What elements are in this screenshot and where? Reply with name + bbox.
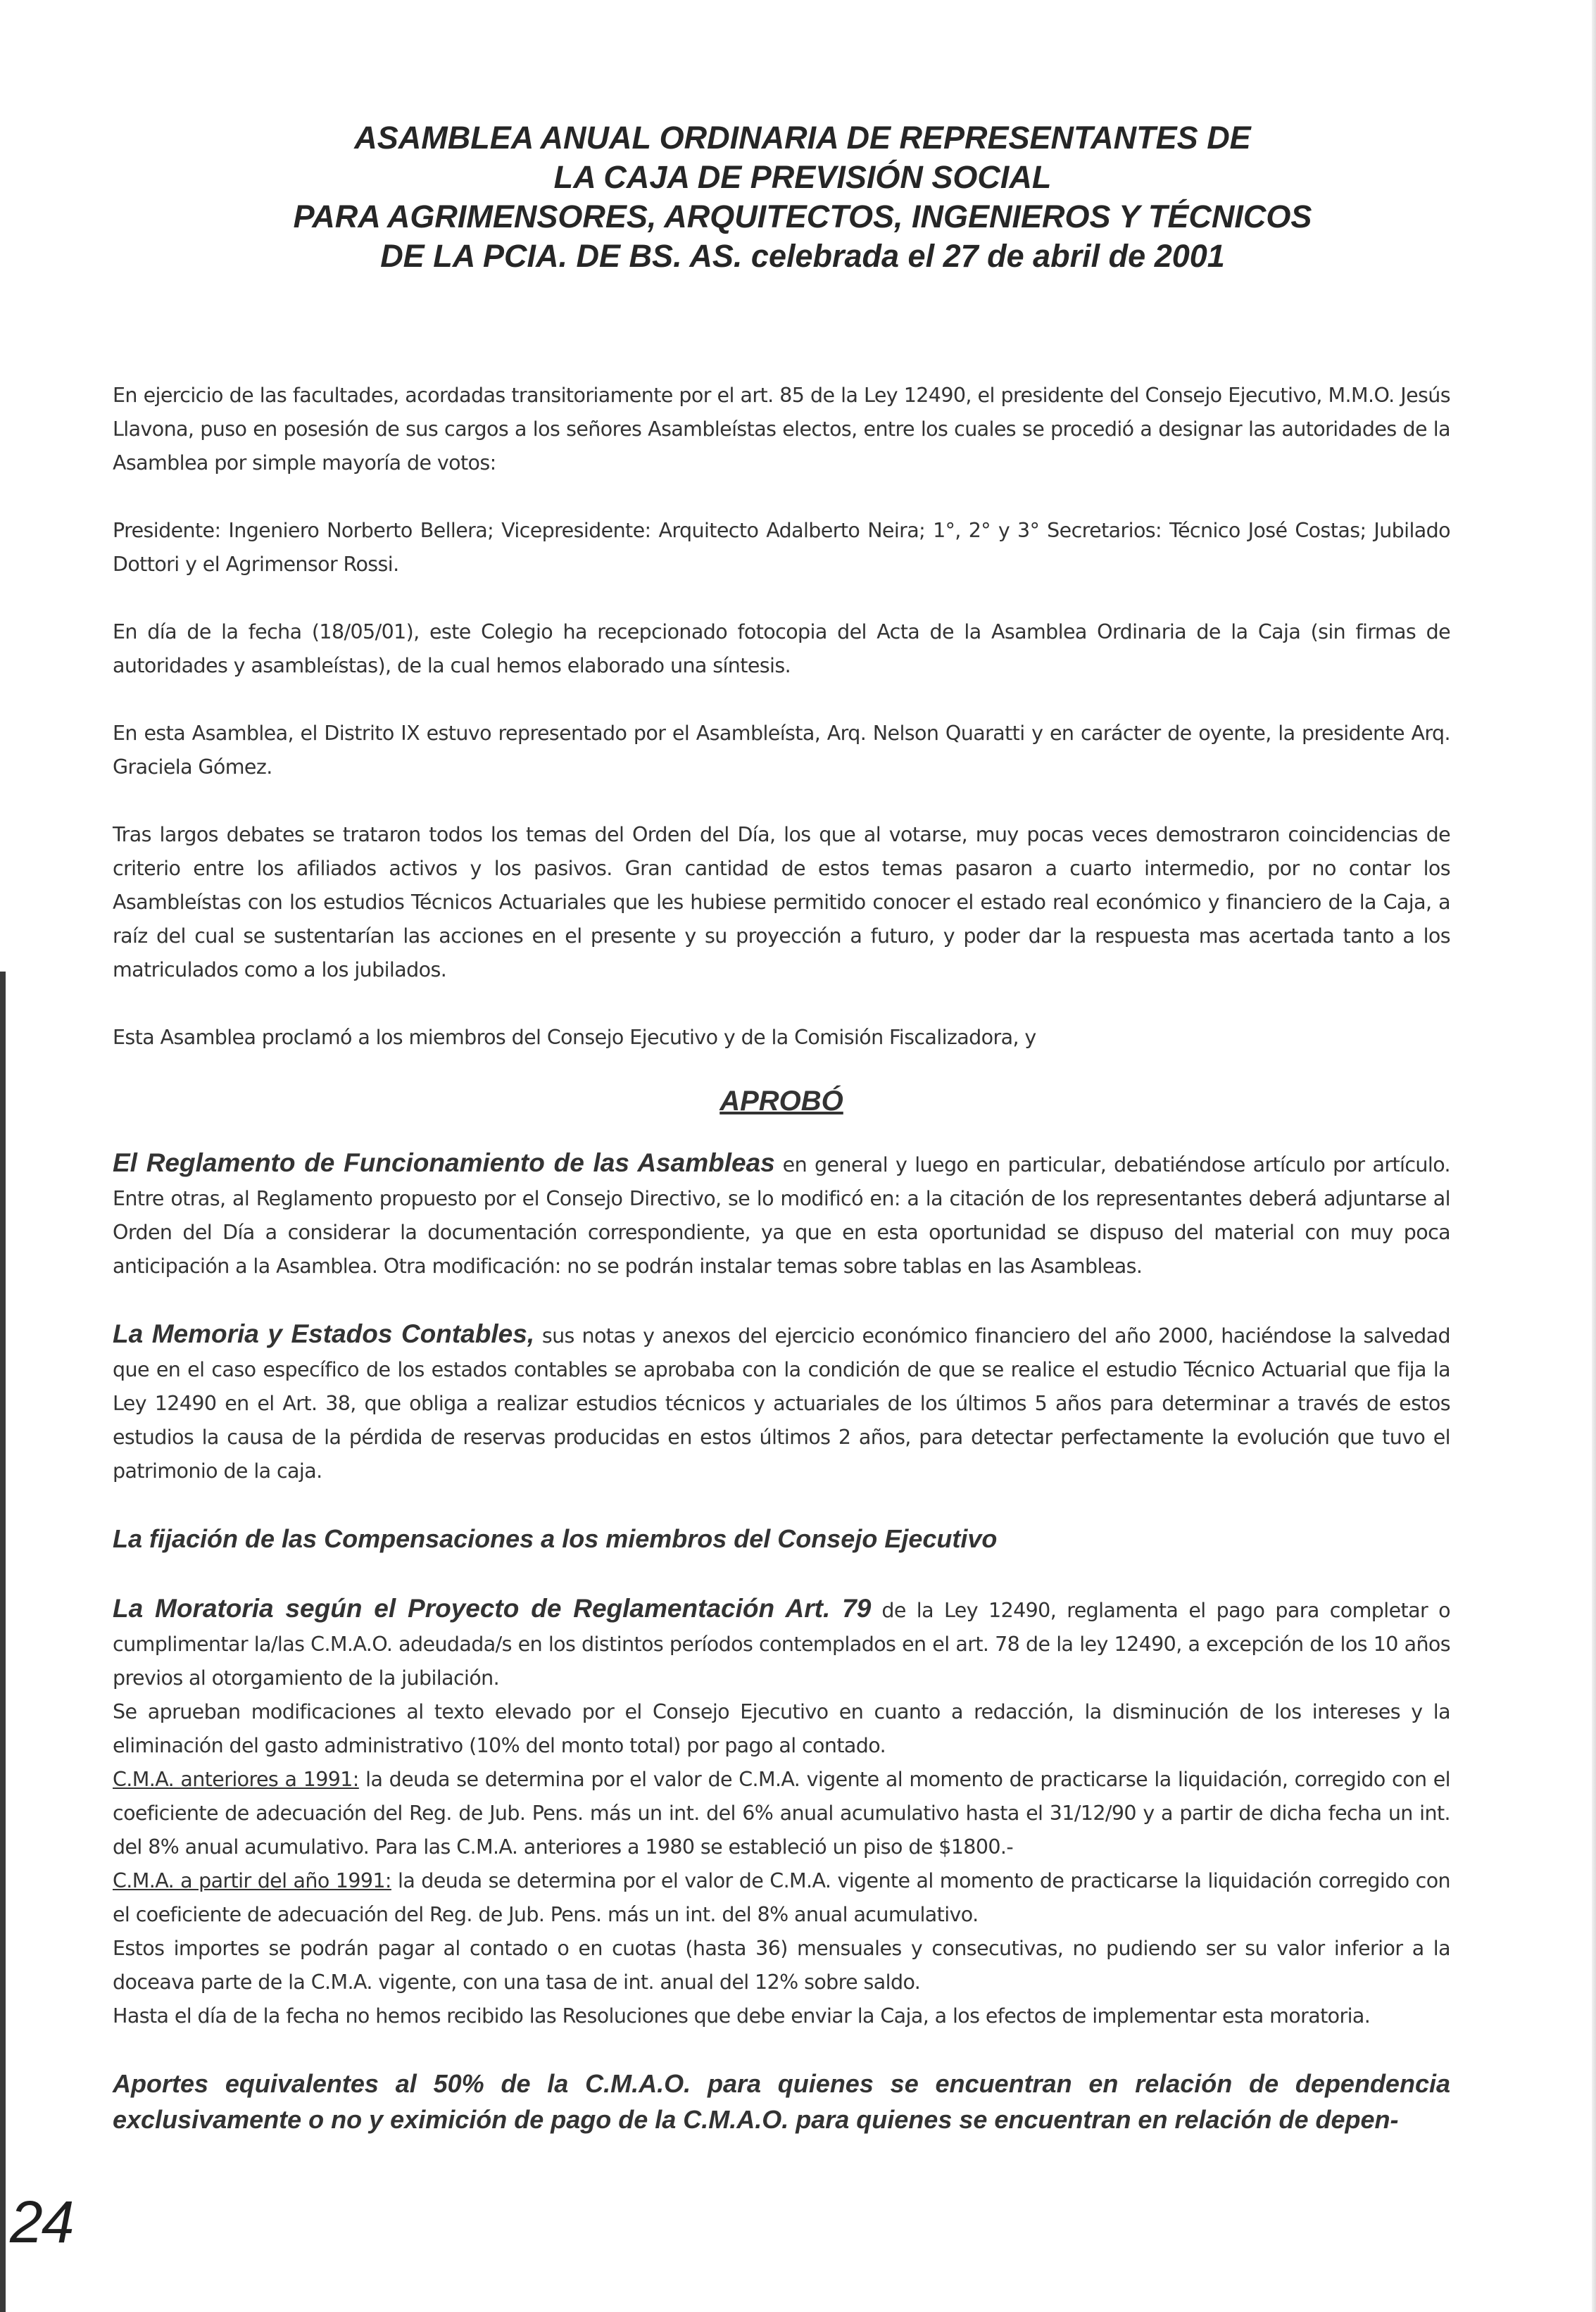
scan-edge-bar <box>0 972 6 2312</box>
moratoria-before-1991-text: la deuda se determina por el valor de C.M.A. vigente al momento de practicarse la liquidación, corregido con el coeficiente de adecuación del Reg. de Jub. Pens. más un int. del 6% anual acumulativo hasta el 31/12/90 y a partir de dicha fecha un int. del 8% anual acumulativo. Para las C.M.A. anteriores a 1980 se estableció un piso de $1800.- <box>113 1768 1450 1859</box>
item-memoria-text: sus notas y anexos del ejercicio económico financiero del año 2000, haciéndose la salvedad que en el caso específico de los estados contables se aprobaba con la condición de que se realice el estudio Técnico Actuarial que fija la Ley 12490 en el Art. 38, que obliga a realizar estudios técnicos y actuariales de los últimos 5 años para determinar a través de estos estudios la causa de la pérdida de reservas producidas en estos últimos 2 años, para detectar perfectamente la evolución que tuvo el patrimonio de la caja. <box>113 1324 1450 1483</box>
title-line-1: ASAMBLEA ANUAL ORDINARIA DE REPRESENTANTES DE <box>354 120 1251 156</box>
document-title <box>211 118 1394 276</box>
item-compensaciones-lead: La fijación de las Compensaciones a los miembros del Consejo Ejecutivo <box>113 1524 998 1553</box>
item-reglamento-lead: El Reglamento de Funcionamiento de las Asambleas <box>113 1148 775 1177</box>
paragraph-authorities: En ejercicio de las facultades, acordadas transitoriamente por el art. 85 de la Ley 12490, el presidente del Consejo Ejecutivo, M.M.O. Jesús Llavona, puso en posesión de sus cargos a los señores Asambleístas electos, entre los cuales se procedió a designar las autoridades de la Asamblea por simple mayoría de votos: <box>113 384 1450 475</box>
item-aportes <box>113 2067 1450 2139</box>
paragraph-debates: Tras largos debates se trataron todos los temas del Orden del Día, los que al votarse, muy pocas veces demostraron coincidencias de criterio entre los afiliados activos y los pasivos. Gran cantidad de estos temas pasaron a cuarto intermedio, por no contar los Asambleístas con los estudios Técnicos Actuariales que les hubiese permitido conocer el estado real económico y financiero de la Caja, a raíz del cual se sustentarían las acciones en el presente y su proyección a futuro, y poder dar la respuesta mas acertada tanto a los matriculados como a los jubilados. <box>113 823 1450 981</box>
moratoria-from-1991-text: la deuda se determina por el valor de C.M.A. vigente al momento de practicarse la liquidación corregido con el coeficiente de adecuación del Reg. de Jub. Pens. más un int. del 8% anual acumulativo. <box>113 1869 1451 1926</box>
item-moratoria-lead: La Moratoria según el Proyecto de Reglamentación Art. 79 <box>113 1594 872 1623</box>
moratoria-from-1991-label: C.M.A. a partir del año 1991: <box>113 1869 391 1892</box>
item-reglamento <box>113 1146 1450 1283</box>
moratoria-from-1991 <box>113 1864 1450 1932</box>
item-memoria-lead: La Memoria y Estados Contables, <box>113 1319 535 1348</box>
item-moratoria <box>113 1592 1450 2033</box>
title-line-3: PARA AGRIMENSORES, ARQUITECTOS, INGENIEROS Y TÉCNICOS <box>293 199 1312 234</box>
scan-right-edge <box>1592 0 1596 2312</box>
approved-heading: APROBÓ <box>720 1086 843 1117</box>
moratoria-payment-terms: Estos importes se podrán pagar al contado o en cuotas (hasta 36) mensuales y consecutivas, no pudiendo ser su valor inferior a la doceava parte de la C.M.A. vigente, con una tasa de int. anual del 12% sobre saldo. <box>113 1937 1450 1994</box>
document-body <box>113 379 1450 2173</box>
moratoria-pending-resolutions: Hasta el día de la fecha no hemos recibido las Resoluciones que debe enviar la Caja, a los efectos de implementar esta moratoria. <box>113 2004 1371 2028</box>
item-aportes-lead: Aportes equivalentes al 50% de la C.M.A.O. para quienes se encuentran en relación de dependencia exclusivamente o no y eximición de pago de la C.M.A.O. para quienes se encuentran en relación de depen- <box>113 2069 1450 2134</box>
item-compensaciones <box>113 1522 1450 1558</box>
item-memoria <box>113 1317 1450 1488</box>
paragraph-proclamation: Esta Asamblea proclamó a los miembros del Consejo Ejecutivo y de la Comisión Fiscalizadora, y <box>113 1026 1036 1049</box>
item-reglamento-text: en general y luego en particular, debatiéndose artículo por artículo. Entre otras, al Reglamento propuesto por el Consejo Directivo, se lo modificó en: a la citación de los representantes deberá adjuntarse al Orden del Día a considerar la documentación correspondiente, ya que en esta oportunidad se dispuso del material con muy poca anticipación a la Asamblea. Otra modificación: no se podrán instalar temas sobre tablas en las Asambleas. <box>113 1153 1450 1278</box>
paragraph-district: En esta Asamblea, el Distrito IX estuvo representado por el Asambleísta, Arq. Nelson Quaratti y en carácter de oyente, la presidente Arq. Graciela Gómez. <box>113 722 1450 779</box>
paragraph-receipt: En día de la fecha (18/05/01), este Colegio ha recepcionado fotocopia del Acta de la Asamblea Ordinaria de la Caja (sin firmas de autoridades y asambleístas), de la cual hemos elaborado una síntesis. <box>113 620 1450 677</box>
page-number: 24 <box>10 2189 73 2255</box>
title-line-2: LA CAJA DE PREVISIÓN SOCIAL <box>553 159 1052 195</box>
moratoria-before-1991-label: C.M.A. anteriores a 1991: <box>113 1768 359 1791</box>
item-moratoria-text: de la Ley 12490, reglamenta el pago para completar o cumplimentar la/las C.M.A.O. adeudada/s en los distintos períodos contemplados en el art. 78 de la ley 12490, a excepción de los 10 años previos al otorgamiento de la jubilación. <box>113 1599 1450 1690</box>
moratoria-modifications: Se aprueban modificaciones al texto elevado por el Consejo Ejecutivo en cuanto a redacción, la disminución de los intereses y la eliminación del gasto administrativo (10% del monto total) por pago al contado. <box>113 1700 1450 1757</box>
paragraph-officers: Presidente: Ingeniero Norberto Bellera; Vicepresidente: Arquitecto Adalberto Neira; 1°, 2° y 3° Secretarios: Técnico José Costas; Jubilado Dottori y el Agrimensor Rossi. <box>113 519 1450 576</box>
moratoria-before-1991 <box>113 1763 1450 1864</box>
title-line-4: DE LA PCIA. DE BS. AS. celebrada el 27 de abril de 2001 <box>380 238 1225 274</box>
